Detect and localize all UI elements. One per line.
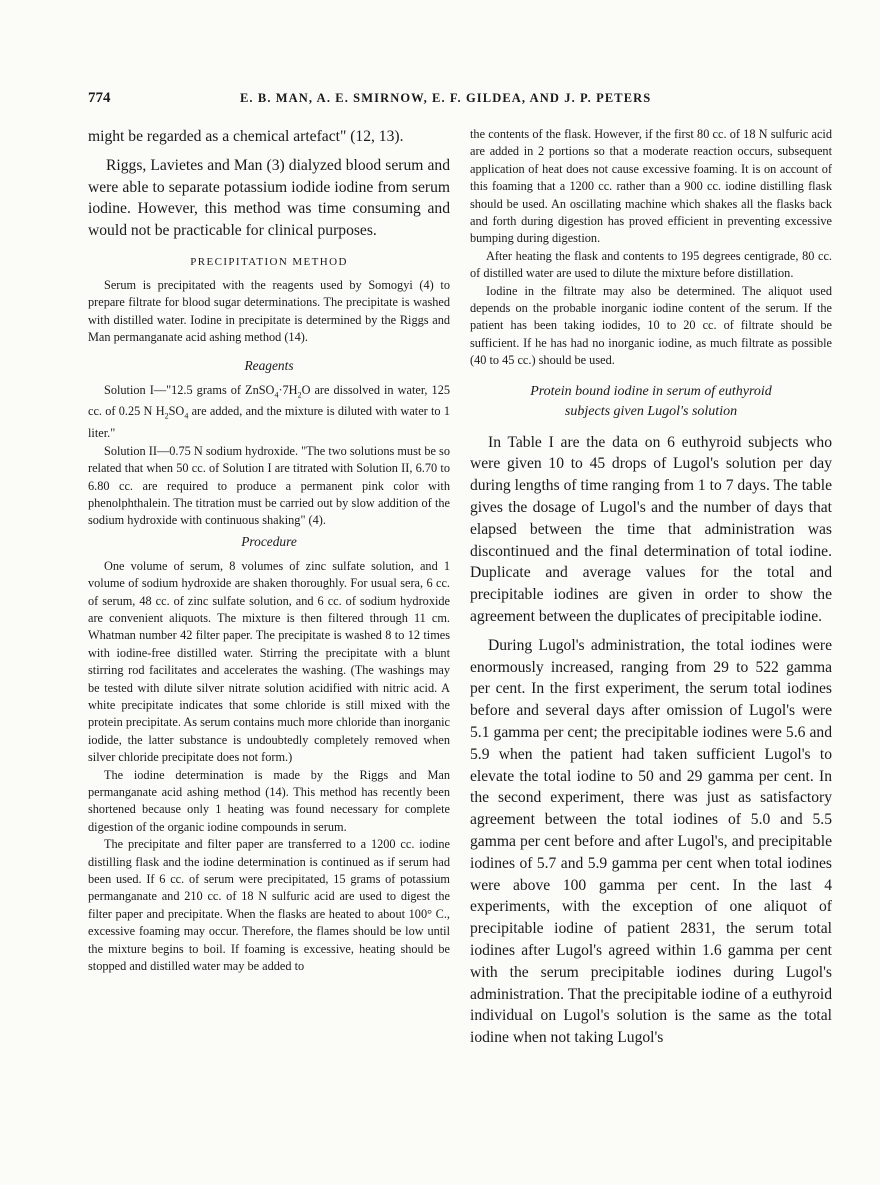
paragraph-solution-one: Solution I—"12.5 grams of $ZnSO_4\cdot 7H_2O$ are dissolved in water, 125 cc. of 0.25 N $H_2SO_4$ are added, and the mixture is diluted with water to 1 liter." [88,382,450,441]
section-heading-protein-bound [470,382,832,422]
subheading-reagents: Reagents [244,357,294,373]
paragraph-procedure-two: The iodine determination is made by the Riggs and Man permanganate acid ashing method (14). This method has recently been shortened because only 1 heating was found necessary for complete digestion of the organic iodine compounds in serum. [88,767,450,834]
heading-line-2: subjects given Lugol's solution [564,403,738,419]
section-heading-precipitation: PRECIPITATION METHOD [190,255,348,268]
paragraph-lugol-administration: During Lugol's administration, the total iodines were enormously increased, ranging from 29 to 522 gamma per cent. In the first experiment, the serum total iodines before and several days after omission of Lugol's were 5.1 gamma per cent; the precipitable iodines were 5.6 and 5.9 when the patient had taken sufficient Lugol's to elevate the total iodine to 50 and 29 gamma per cent. In the second experiment, there was just as satisfactory agreement between the total iodines of 5.0 and 5.5 gamma per cent before and after Lugol's, and precipitable iodines of 5.7 and 5.9 gamma per cent when total iodines were above 100 gamma per cent. In the last 4 experiments, with the exception of one aliquot of precipitable iodine of patient 2831, the serum total iodines after Lugol's agreed within 1.6 gamma per cent with the serum precipitable iodines during Lugol's administration. That the precipitable iodine of a euthyroid individual on Lugol's solution is the same as the total iodine when not taking Lugol's [470,636,832,1047]
paragraph-filtrate: Iodine in the filtrate may also be determined. The aliquot used depends on the probable inorganic iodine content of the serum. If the patient has been taking iodides, 10 to 20 cc. of filtrate should be sufficient. If he has had no inorganic iodine, as much filtrate as possible (40 to 45 cc.) should be used. [470,283,832,368]
running-head: E. B. MAN, A. E. SMIRNOW, E. F. GILDEA, AND J. P. PETERS [240,91,652,105]
paragraph-solution-two: Solution II—0.75 N sodium hydroxide. "The two solutions must be so related that when 50 cc. of Solution I are titrated with Solution II, 6.70 to 6.80 cc. are required to produce a permanent pink color with phenolphthalein. The titration must be carried out by slow addition of the sodium hydroxide with continuous shaking" (4). [88,443,450,528]
page-header [88,90,848,112]
paragraph-precipitation: Serum is precipitated with the reagents used by Somogyi (4) to prepare filtrate for blood sugar determinations. The precipitate is washed with distilled water. Iodine in precipitate is determined by the Riggs and Man permanganate acid ashing method (14). [88,277,450,345]
page-number: 774 [88,90,111,106]
paragraph-procedure-one: One volume of serum, 8 volumes of zinc sulfate solution, and 1 volume of sodium hydroxide are shaken thoroughly. For usual sera, 6 cc. of serum, 48 cc. of zinc sulfate solution, and 6 cc. of sodium hydroxide are convenient aliquots. The mixture is then filtered through 11 cm. Whatman number 42 filter paper. The precipitate is washed 8 to 12 times with iodine-free distilled water. Stirring the precipitate with a blunt stirring rod facilitates and accelerates the washing. (The washings may be tested with dilute silver nitrate solution acidified with nitric acid. A white precipitate indicates that some chloride is still mixed with the protein precipitate. As serum contains much more chloride than inorganic iodide, the latter substance is undoubtedly completely removed when silver chloride precipitate does not form.) [88,558,450,765]
paragraph-heating: After heating the flask and contents to 195 degrees centigrade, 80 cc. of distilled water are used to dilute the mixture before distillation. [470,248,832,281]
paragraph-dialysis: Riggs, Lavietes and Man (3) dialyzed blood serum and were able to separate potassium iodide iodine from serum iodine. However, this method was time consuming and would not be practicable for clinical purposes. [88,156,450,240]
paragraph-table-one: In Table I are the data on 6 euthyroid subjects who were given 10 to 45 drops of Lugol's solution per day during lengths of time ranging from 1 to 7 days. The table gives the dosage of Lugol's and the number of days that elapsed between the time that administration was discontinued and the final determination of total iodine. Duplicate and average values for the total and precipitable iodines are given in order to show the agreement between the duplicates of precipitable iodine. [470,433,832,626]
paragraph-flask-continued: the contents of the flask. However, if the first 80 cc. of 18 N sulfuric acid are added in 2 portions so that a moderate reaction occurs, subsequent application of heat does not cause excessive foaming. It is on account of this foaming that a 1200 cc. rather than a 900 cc. iodine distilling flask should be used. An oscillating machine which shakes all the flasks back and forth during digestion has proved efficient in preventing excessive bumping during digestion. [470,127,832,246]
paragraph-continued: might be regarded as a chemical artefact" (12, 13). [88,128,404,145]
paragraph-procedure-three: The precipitate and filter paper are transferred to a 1200 cc. iodine distilling flask and the iodine determination is continued as if serum had been used. If 6 cc. of serum were precipitated, 15 grams of potassium permanganate and 210 cc. of 18 N sulfuric acid are used to digest the filter paper and precipitate. When the flasks are heated to about 100° C., excessive foaming may occur. Therefore, the flames should be low until the mixture begins to boil. If foaming is excessive, heating should be stopped and distilled water may be added to [88,837,450,974]
subheading-procedure: Procedure [241,533,297,549]
right-column [470,126,832,1049]
heading-line-1: Protein bound iodine in serum of euthyroid [530,383,772,399]
left-column [88,126,450,976]
